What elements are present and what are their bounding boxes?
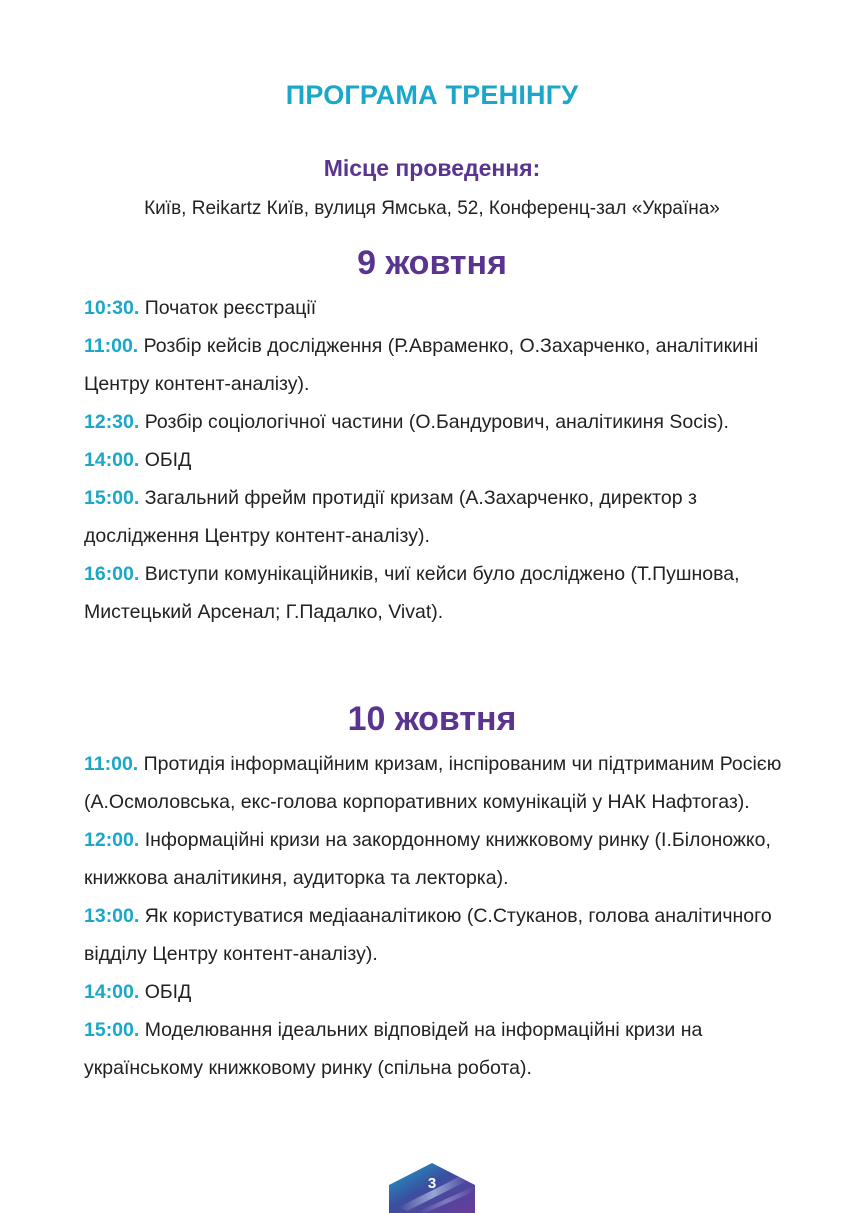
day1-heading: 9 жовтня bbox=[357, 244, 507, 282]
entry-time: 15:00. bbox=[84, 1019, 140, 1041]
day1-schedule bbox=[84, 289, 784, 631]
entry-time: 10:30. bbox=[84, 297, 140, 319]
venue-label: Місце проведення: bbox=[323, 155, 541, 181]
entry-text: Розбір соціологічної частини (О.Бандурович, аналітикиня Socis). bbox=[139, 411, 729, 433]
entry-time: 11:00. bbox=[84, 753, 139, 775]
entry-time: 13:00. bbox=[84, 905, 140, 927]
schedule-entry bbox=[84, 973, 784, 1011]
entry-time: 12:30. bbox=[84, 411, 140, 433]
entry-text: Початок реєстрації bbox=[139, 297, 317, 319]
schedule-entry bbox=[84, 821, 784, 897]
page-title: ПРОГРАМА ТРЕНІНГУ bbox=[285, 80, 579, 110]
schedule-entry bbox=[84, 745, 784, 821]
day2-schedule bbox=[84, 745, 784, 1087]
entry-text: Протидія інформаційним кризам, інспірованим чи підтриманим Росією (А.Осмоловська, екс-голова корпоративних комунікацій у НАК Нафтогаз). bbox=[84, 753, 782, 813]
entry-time: 14:00. bbox=[84, 981, 140, 1003]
schedule-entry bbox=[84, 897, 784, 973]
schedule-entry bbox=[84, 403, 784, 441]
entry-time: 16:00. bbox=[84, 563, 140, 585]
entry-time: 15:00. bbox=[84, 487, 140, 509]
venue-address: Київ, Reikartz Київ, вулиця Ямська, 52, Конференц-зал «Україна» bbox=[144, 198, 720, 219]
entry-text: Інформаційні кризи на закордонному книжковому ринку (І.Білоножко, книжкова аналітикиня, аудиторка та лекторка). bbox=[84, 829, 771, 889]
entry-text: Виступи комунікаційників, чиї кейси було досліджено (Т.Пушнова, Мистецький Арсенал; Г.Падалко, Vivat). bbox=[84, 563, 740, 623]
schedule-entry bbox=[84, 1011, 784, 1087]
entry-text: Загальний фрейм протидії кризам (А.Захарченко, директор з дослідження Центру контент-аналізу). bbox=[84, 487, 697, 547]
entry-time: 14:00. bbox=[84, 449, 140, 471]
entry-text: ОБІД bbox=[139, 981, 192, 1003]
entry-time: 11:00. bbox=[84, 335, 139, 357]
schedule-entry bbox=[84, 441, 784, 479]
schedule-entry bbox=[84, 327, 784, 403]
schedule-entry bbox=[84, 555, 784, 631]
entry-text: Розбір кейсів дослідження (Р.Авраменко, О.Захарченко, аналітикині Центру контент-аналізу). bbox=[84, 335, 759, 395]
entry-text: ОБІД bbox=[139, 449, 192, 471]
entry-time: 12:00. bbox=[84, 829, 140, 851]
schedule-entry bbox=[84, 479, 784, 555]
entry-text: Як користуватися медіааналітикою (С.Стуканов, голова аналітичного відділу Центру контент-аналізу). bbox=[84, 905, 772, 965]
entry-text: Моделювання ідеальних відповідей на інформаційні кризи на українському книжковому ринку (спільна робота). bbox=[84, 1019, 703, 1079]
page-number: 3 bbox=[427, 1175, 437, 1192]
day2-heading: 10 жовтня bbox=[347, 700, 517, 738]
schedule-entry bbox=[84, 289, 784, 327]
